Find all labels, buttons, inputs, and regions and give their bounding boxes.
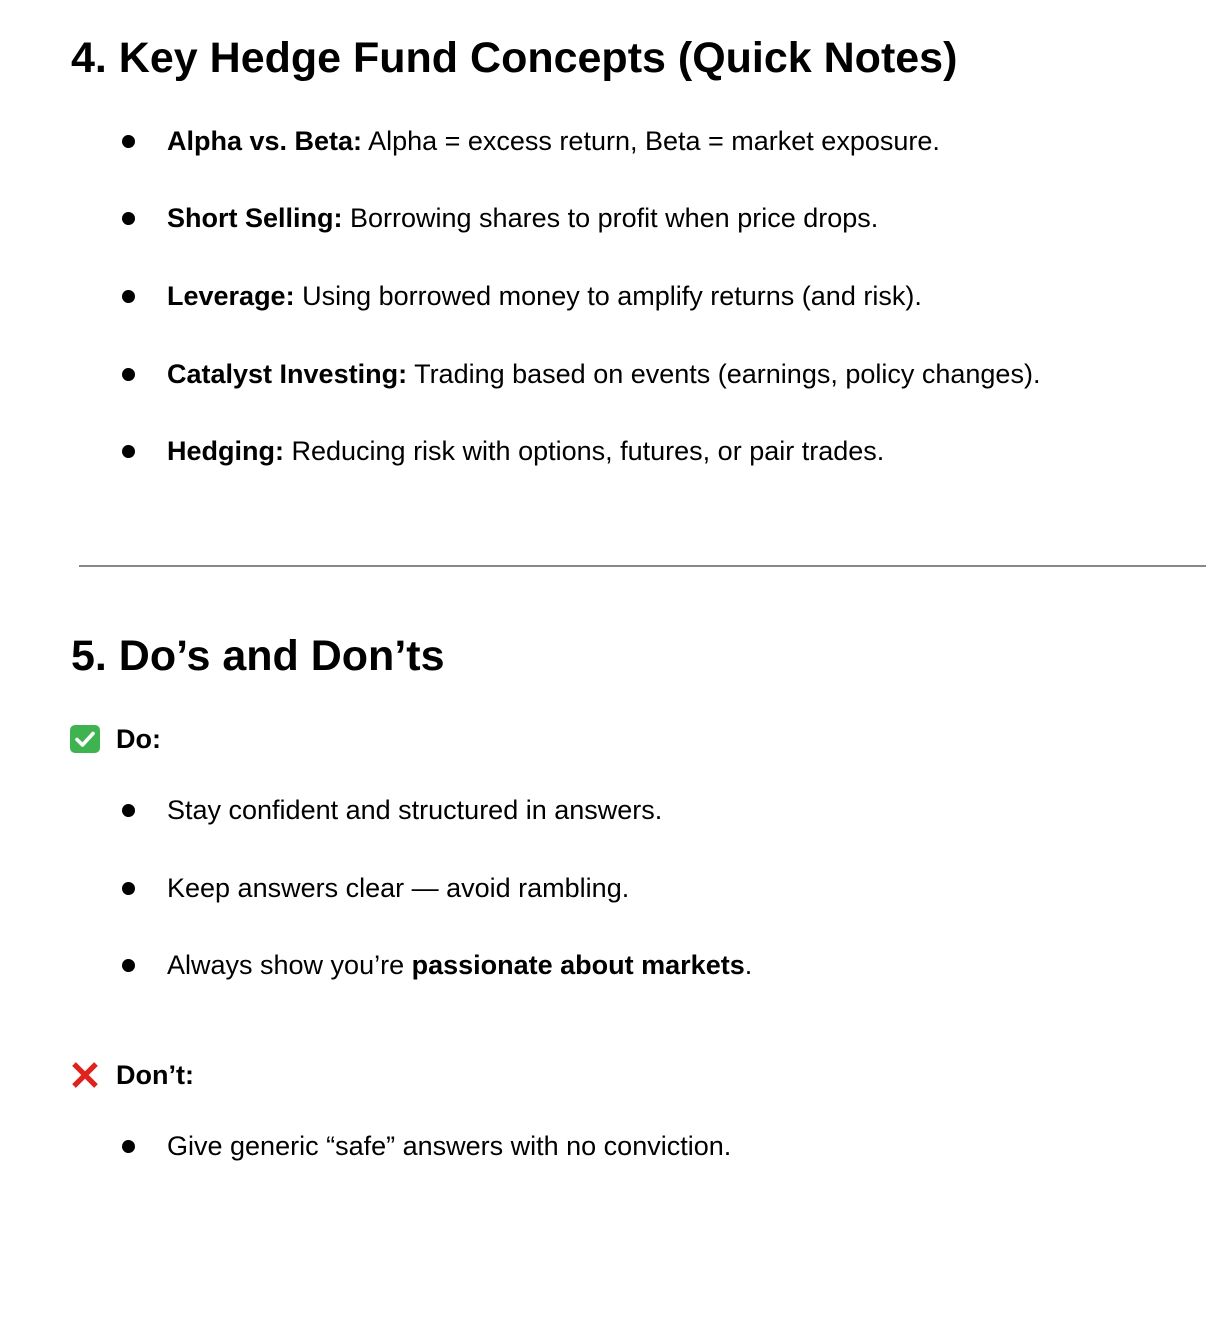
- bullet-icon: [122, 290, 135, 303]
- term-label: Leverage:: [167, 281, 295, 311]
- list-item-text: [167, 201, 878, 235]
- term-description: Borrowing shares to profit when price drops.: [342, 203, 879, 233]
- term-description: Reducing risk with options, futures, or pair trades.: [283, 436, 885, 466]
- list-item-text: [167, 124, 940, 158]
- emphasis-text: passionate about markets: [411, 950, 745, 980]
- text-prefix: Always show you’re: [167, 950, 412, 980]
- dont-label: Don’t:: [116, 1060, 194, 1090]
- list-item: [0, 948, 1206, 982]
- list-item: [0, 201, 1206, 235]
- term-label: Short Selling:: [167, 203, 343, 233]
- bullet-icon: [122, 959, 135, 972]
- section-5-heading: 5. Do’s and Don’ts: [71, 632, 445, 680]
- term-description: Trading based on events (earnings, policy changes).: [407, 359, 1041, 389]
- list-item-text: [167, 948, 752, 982]
- term-label: Catalyst Investing:: [167, 359, 408, 389]
- term-description: Alpha = excess return, Beta = market exposure.: [362, 126, 940, 156]
- bullet-icon: [122, 445, 135, 458]
- bullet-icon: [122, 882, 135, 895]
- cross-mark-icon: [70, 1061, 100, 1089]
- list-item-text: Keep answers clear — avoid rambling.: [167, 873, 630, 903]
- list-item: [0, 279, 1206, 313]
- list-item-text: [167, 434, 884, 468]
- bullet-icon: [122, 1140, 135, 1153]
- list-item: [0, 871, 1206, 905]
- term-description: Using borrowed money to amplify returns (and risk).: [294, 281, 922, 311]
- list-item: [0, 434, 1206, 468]
- list-item: [0, 124, 1206, 158]
- list-item: [0, 793, 1206, 827]
- list-item-text: [167, 357, 1040, 391]
- text-suffix: .: [744, 950, 753, 980]
- list-item: [0, 1129, 1206, 1163]
- section-4-heading: 4. Key Hedge Fund Concepts (Quick Notes): [71, 34, 958, 82]
- do-label: Do:: [116, 724, 161, 754]
- term-label: Alpha vs. Beta:: [167, 126, 363, 156]
- bullet-icon: [122, 135, 135, 148]
- bullet-icon: [122, 212, 135, 225]
- horizontal-divider: [79, 565, 1206, 567]
- list-item-text: Give generic “safe” answers with no conviction.: [167, 1131, 732, 1161]
- list-item-text: [167, 279, 922, 313]
- list-item-text: Stay confident and structured in answers.: [167, 795, 663, 825]
- term-label: Hedging:: [167, 436, 284, 466]
- check-mark-icon: [70, 725, 100, 753]
- list-item: [0, 357, 1206, 391]
- bullet-icon: [122, 804, 135, 817]
- bullet-icon: [122, 368, 135, 381]
